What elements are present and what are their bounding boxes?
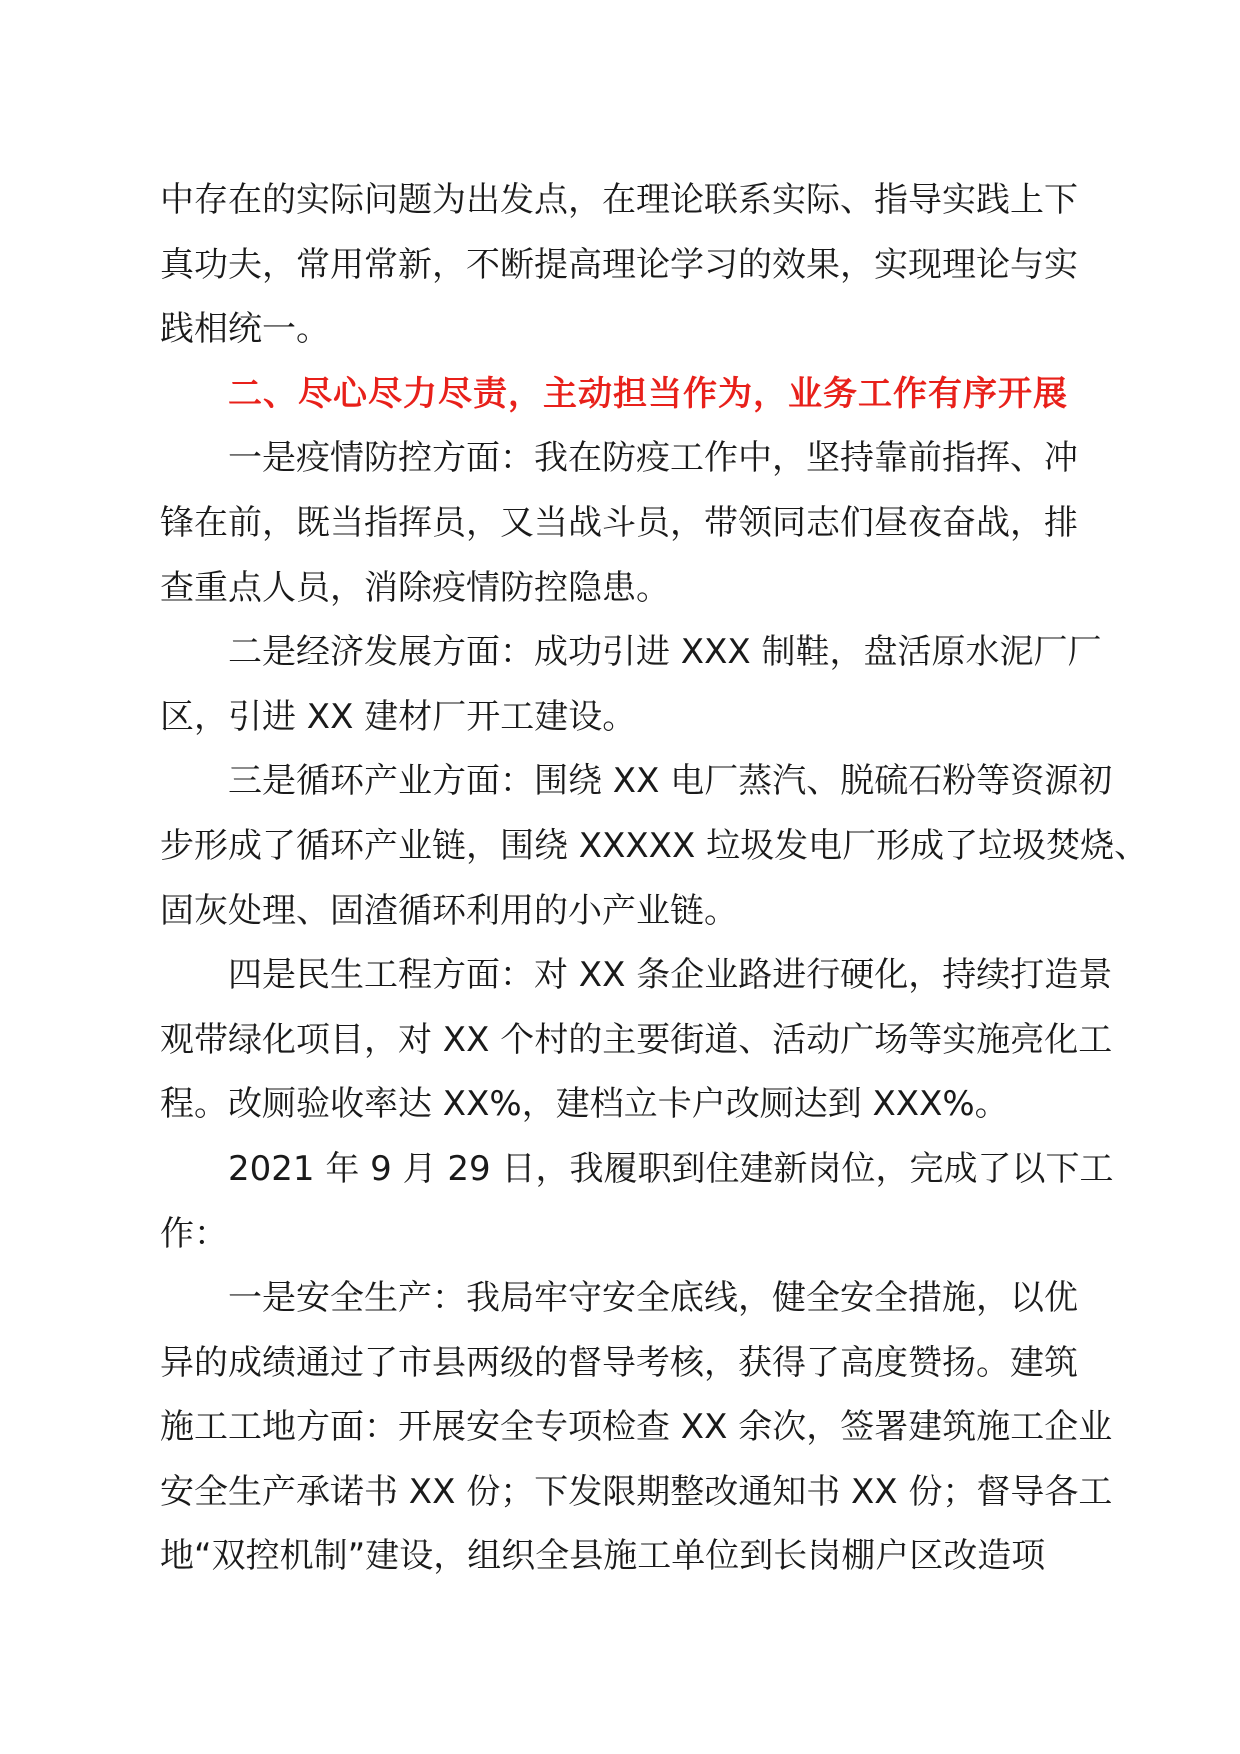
paragraph-line-21: 安全生产承诺书 XX 份；下发限期整改通知书 XX 份；督导各工 xyxy=(160,1471,1113,1512)
paragraph-line-20: 施工工地方面：开展安全专项检查 XX 余次，签署建筑施工企业 xyxy=(160,1407,1113,1448)
paragraph-line-10: 三是循环产业方面：围绕 XX 电厂蒸汽、脱硫石粉等资源初 xyxy=(228,761,1113,802)
paragraph-line-9: 区，引进 XX 建材厂开工建设。 xyxy=(160,696,637,737)
section-heading: 二、尽心尽力尽责，主动担当作为，业务工作有序开展 xyxy=(228,373,1068,414)
paragraph-line-12: 固灰处理、固渣循环利用的小产业链。 xyxy=(160,890,738,931)
paragraph-line-3: 践相统一。 xyxy=(160,309,330,350)
paragraph-line-7: 查重点人员，消除疫情防控隐患。 xyxy=(160,567,670,608)
paragraph-line-8: 二是经济发展方面：成功引进 XXX 制鞋，盘活原水泥厂厂 xyxy=(228,632,1102,673)
paragraph-line-17: 作： xyxy=(160,1213,228,1254)
paragraph-line-5: 一是疫情防控方面：我在防疫工作中，坚持靠前指挥、冲 xyxy=(228,438,1078,479)
paragraph-line-11: 步形成了循环产业链，围绕 XXXXX 垃圾发电厂形成了垃圾焚烧、 xyxy=(160,825,1149,866)
document-body xyxy=(160,168,1149,1589)
paragraph-line-2: 真功夫，常用常新，不断提高理论学习的效果，实现理论与实 xyxy=(160,244,1078,285)
paragraph-line-18: 一是安全生产：我局牢守安全底线，健全安全措施，以优 xyxy=(228,1278,1078,1319)
paragraph-line-15: 程。改厕验收率达 XX%，建档立卡户改厕达到 XXX%。 xyxy=(160,1084,1009,1125)
paragraph-line-16: 2021 年 9 月 29 日，我履职到住建新岗位，完成了以下工 xyxy=(228,1148,1114,1189)
paragraph-line-1: 中存在的实际问题为出发点，在理论联系实际、指导实践上下 xyxy=(160,180,1078,220)
paragraph-line-13: 四是民生工程方面：对 XX 条企业路进行硬化，持续打造景 xyxy=(228,955,1113,996)
paragraph-line-19: 异的成绩通过了市县两级的督导考核，获得了高度赞扬。建筑 xyxy=(160,1342,1078,1383)
paragraph-line-22: 地“双控机制”建设，组织全县施工单位到长岗棚户区改造项 xyxy=(160,1536,1046,1577)
paragraph-line-14: 观带绿化项目，对 XX 个村的主要街道、活动广场等实施亮化工 xyxy=(160,1019,1113,1060)
paragraph-line-6: 锋在前，既当指挥员，又当战斗员，带领同志们昼夜奋战，排 xyxy=(160,502,1078,543)
